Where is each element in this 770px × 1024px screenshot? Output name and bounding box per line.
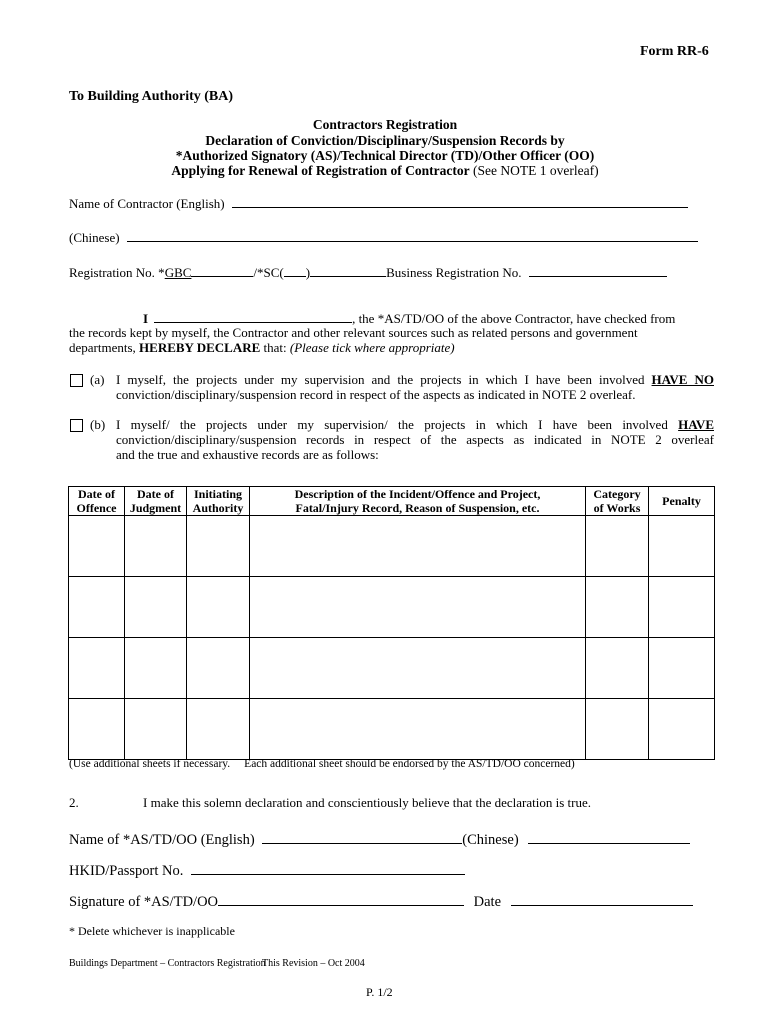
page-number: P. 1/2 (366, 985, 393, 999)
title-line-4 (0, 163, 770, 179)
table-cell[interactable] (125, 699, 187, 760)
option-b-text-3: and the true and exhaustive records are as follows: (116, 447, 379, 462)
header-description: Description of the Incident/Offence and Project, Fatal/Injury Record, Reason of Suspension, etc. (250, 487, 586, 516)
title-line-2: Declaration of Conviction/Disciplinary/Suspension Records by (205, 133, 565, 148)
option-b-text-1: I myself/ the projects under my supervision/ the projects in which I have been involved (116, 417, 679, 432)
registration-row (69, 264, 667, 281)
table-cell[interactable] (187, 516, 250, 577)
table-row (69, 699, 715, 760)
table-note (69, 758, 575, 770)
table-cell[interactable] (69, 699, 125, 760)
option-b-text (116, 417, 714, 462)
option-b-checkbox[interactable] (70, 419, 83, 432)
para2-number: 2. (69, 795, 79, 810)
contractor-name-english-row (69, 195, 688, 212)
delete-note: * Delete whichever is inapplicable (69, 924, 235, 938)
declarant-name-input[interactable] (154, 310, 352, 323)
footer-department: Buildings Department – Contractors Registration (69, 958, 266, 969)
table-cell[interactable] (250, 577, 586, 638)
table-note-b: Each additional sheet should be endorsed by the AS/TD/OO concerned) (244, 758, 575, 770)
officer-name-row (69, 831, 690, 849)
contractor-name-chinese-row (69, 229, 698, 246)
registration-no-label: Registration No. * (69, 265, 165, 280)
option-a-emphasis: HAVE NO (651, 372, 714, 387)
option-b-emphasis: HAVE (678, 417, 714, 432)
contractor-name-chinese-label: (Chinese) (69, 230, 120, 245)
table-cell[interactable] (69, 577, 125, 638)
table-cell[interactable] (649, 516, 715, 577)
table-cell[interactable] (649, 577, 715, 638)
records-table-header (69, 487, 715, 516)
form-id: Form RR-6 (640, 44, 709, 59)
table-cell[interactable] (586, 638, 649, 699)
reg-sc-close: ) (305, 265, 311, 280)
header-initiating-authority: Initiating Authority (187, 487, 250, 516)
table-cell[interactable] (250, 699, 586, 760)
table-cell[interactable] (187, 638, 250, 699)
table-row (69, 516, 715, 577)
table-row (69, 638, 715, 699)
table-cell[interactable] (125, 577, 187, 638)
header-date-of-judgment: Date of Judgment (125, 487, 187, 516)
date-label: Date (473, 894, 502, 910)
table-cell[interactable] (69, 638, 125, 699)
signature-row (69, 893, 693, 911)
addressee: To Building Authority (BA) (69, 89, 234, 104)
para2-text: I make this solemn declaration and conscientiously believe that the declaration is true. (143, 795, 591, 810)
table-cell[interactable] (187, 577, 250, 638)
option-a-text-2: conviction/disciplinary/suspension record in respect of the aspects as indicated in NOTE 2 overleaf. (116, 387, 636, 402)
business-reg-input[interactable] (529, 264, 667, 277)
reg-gbc: GBC (164, 265, 192, 280)
option-a-label: (a) (90, 372, 105, 387)
table-cell[interactable] (187, 699, 250, 760)
reg-number-input[interactable] (310, 264, 386, 277)
option-b-label: (b) (90, 417, 106, 432)
table-cell[interactable] (586, 516, 649, 577)
hereby-declare: HEREBY DECLARE (139, 340, 261, 355)
hkid-row (69, 862, 465, 880)
date-input[interactable] (511, 893, 693, 906)
option-a-text-1: I myself, the projects under my supervision and the projects in which I have been involved (116, 372, 652, 387)
officer-name-english-label: Name of *AS/TD/OO (English) (69, 832, 255, 848)
hkid-label: HKID/Passport No. (69, 863, 184, 879)
title-note-ref: (See NOTE 1 overleaf) (469, 163, 599, 178)
declaration-line-3 (69, 340, 455, 356)
footer-revision: This Revision – Oct 2004 (262, 958, 365, 969)
officer-name-chinese-label: (Chinese) (462, 832, 519, 848)
option-a-text (116, 372, 714, 402)
table-cell[interactable] (586, 577, 649, 638)
table-cell[interactable] (250, 516, 586, 577)
table-cell[interactable] (125, 638, 187, 699)
title-line-1: Contractors Registration (312, 117, 458, 132)
signature-label: Signature of *AS/TD/OO (69, 894, 219, 910)
table-cell[interactable] (586, 699, 649, 760)
contractor-name-english-input[interactable] (232, 195, 688, 208)
business-reg-label: Business Registration No. (386, 265, 522, 280)
officer-name-chinese-input[interactable] (528, 831, 690, 844)
header-date-of-offence: Date of Offence (69, 487, 125, 516)
reg-sc-input[interactable] (284, 264, 306, 277)
table-cell[interactable] (649, 638, 715, 699)
records-table (68, 486, 715, 760)
contractor-name-chinese-input[interactable] (127, 229, 698, 242)
reg-gbc-input[interactable] (191, 264, 253, 277)
table-cell[interactable] (649, 699, 715, 760)
tick-hint: (Please tick where appropriate) (289, 340, 455, 355)
signature-input[interactable] (218, 893, 464, 906)
option-a-checkbox[interactable] (70, 374, 83, 387)
declaration-text-3a: departments, (69, 340, 140, 355)
header-penalty: Penalty (649, 487, 715, 516)
hkid-input[interactable] (191, 862, 465, 875)
declaration-text-3b: that: (260, 340, 290, 355)
declaration-line-2: the records kept by myself, the Contractor and other relevant sources such as related persons and government (69, 325, 638, 340)
title-line-3: *Authorized Signatory (AS)/Technical Director (TD)/Other Officer (OO) (175, 148, 595, 163)
title-renewal: Applying for Renewal of Registration of Contractor (171, 163, 470, 178)
declaration-i: I (143, 311, 149, 326)
option-b-text-2: conviction/disciplinary/suspension records in respect of the aspects as indicated in NOTE 2 overleaf (116, 432, 714, 447)
table-cell[interactable] (250, 638, 586, 699)
declaration-text-1: , the *AS/TD/OO of the above Contractor, have checked from (352, 311, 676, 326)
contractor-name-english-label: Name of Contractor (English) (69, 196, 225, 211)
officer-name-english-input[interactable] (262, 831, 462, 844)
reg-sc-open: /*SC( (253, 265, 284, 280)
table-note-a: (Use additional sheets if necessary. (69, 758, 231, 770)
table-cell[interactable] (69, 516, 125, 577)
table-row (69, 577, 715, 638)
header-category-of-works: Category of Works (586, 487, 649, 516)
table-cell[interactable] (125, 516, 187, 577)
